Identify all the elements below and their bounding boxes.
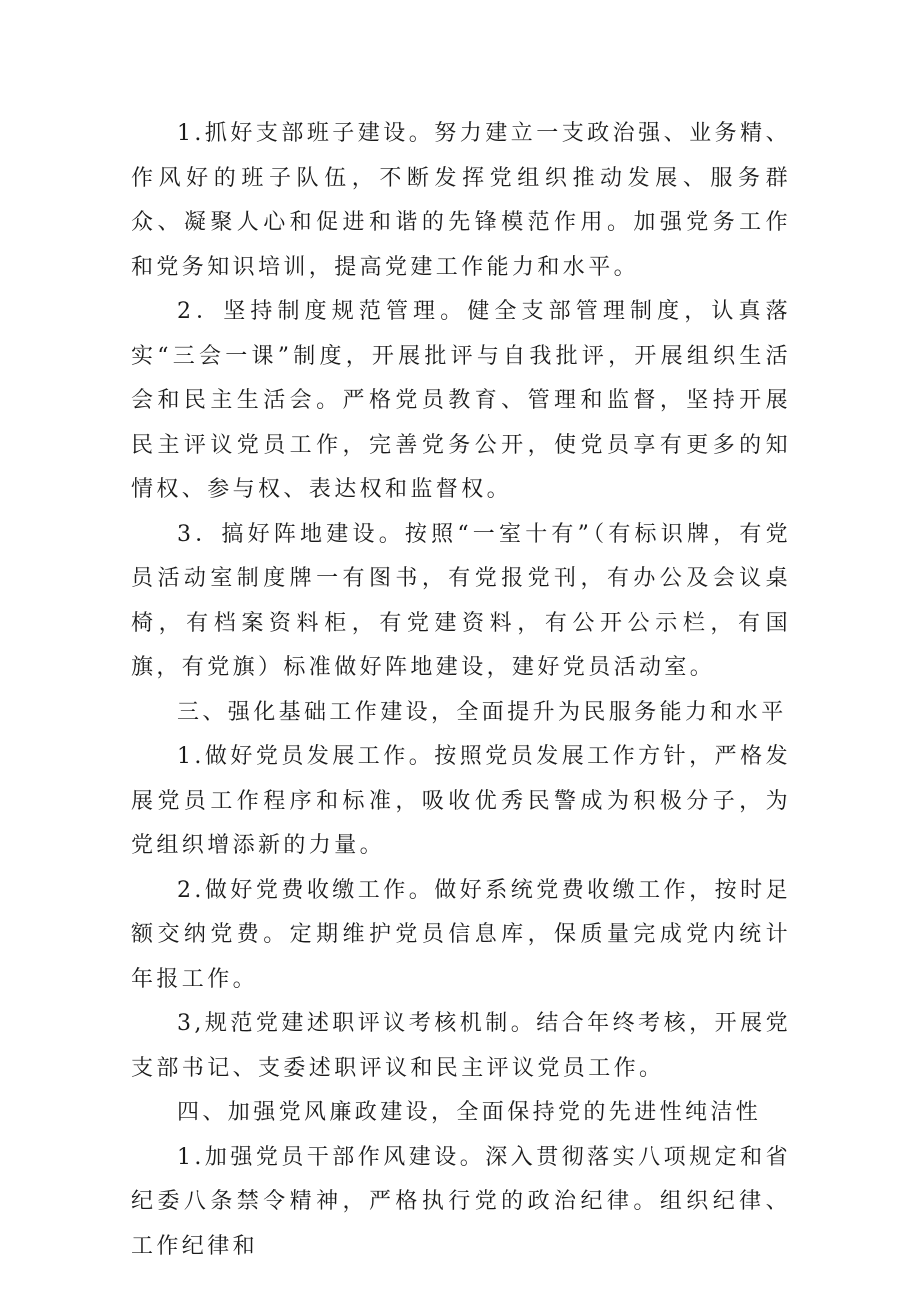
paragraph-branch-team-building: 1.抓好支部班子建设。努力建立一支政治强、业务精、作风好的班子队伍，不断发挥党组织推动发展、服务群众、凝聚人心和促进和谐的先锋模范作用。加强党务工作和党务知识培训，提高党建工作能力和水平。: [131, 121, 791, 280]
paragraph-party-dues: 2.做好党费收缴工作。做好系统党费收缴工作，按时足额交纳党费。定期维护党员信息库，保质量完成党内统计年报工作。: [131, 877, 791, 992]
paragraph-cadre-style: 1.加强党员干部作风建设。深入贯彻落实八项规定和省纪委八条禁令精神，严格执行党的政治纪律。组织纪律、工作纪律和: [131, 1144, 791, 1259]
paragraph-member-development: 1.做好党员发展工作。按照党员发展工作方针，严格发展党员工作程序和标准，吸收优秀民警成为积极分子，为党组织增添新的力量。: [131, 744, 791, 858]
paragraph-institutional-management: 2．坚持制度规范管理。健全支部管理制度，认真落实“三会一课”制度，开展批评与自我批评，开展组织生活会和民主生活会。严格党员教育、管理和监督，坚持开展民主评议党员工作，完善党务公开，使党员享有更多的知情权、参与权、表达权和监督权。: [131, 299, 791, 502]
section-heading-four: 四、加强党风廉政建设，全面保持党的先进性纯洁性: [177, 1100, 762, 1125]
document-body: [131, 112, 791, 1269]
paragraph-reporting-mechanism: 3,规范党建述职评议考核机制。结合年终考核，开展党支部书记、支委述职评议和民主评议党员工作。: [131, 1011, 791, 1081]
section-heading-three: 三、强化基础工作建设，全面提升为民服务能力和水平: [177, 699, 787, 725]
paragraph-position-construction: 3．搞好阵地建设。按照“一室十有”（有标识牌，有党员活动室制度牌一有图书，有党报党刊，有办公及会议桌椅，有档案资料柜，有党建资料，有公开公示栏，有国旗，有党旗）标准做好阵地建设，建好党员活动室。: [131, 521, 791, 680]
